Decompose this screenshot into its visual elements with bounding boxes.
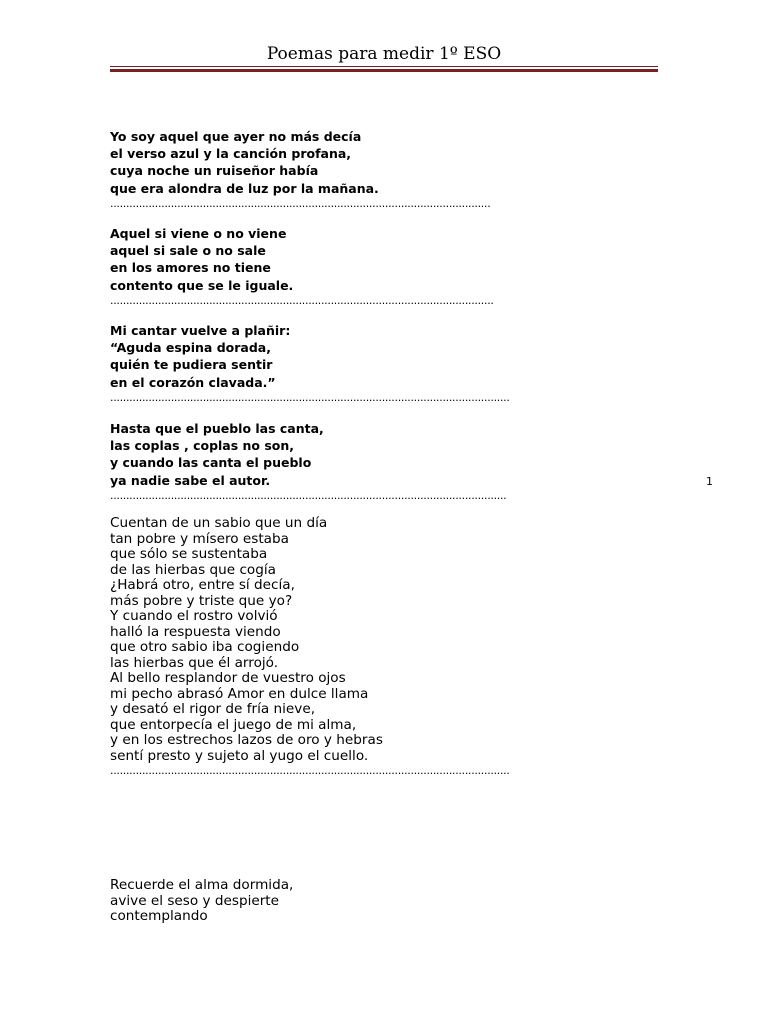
dotted-separator: ............................................................................................................................. (110, 390, 510, 404)
verse-line: que sólo se sustentaba (110, 546, 268, 562)
header-rule-thin (110, 66, 658, 67)
verse-line: y cuando las canta el pueblo (110, 455, 312, 471)
verse-line: tan pobre y mísero estaba (110, 530, 289, 547)
poem-stanza-1 (110, 128, 670, 211)
verse-line: en los amores no tiene (110, 260, 271, 276)
verse-line: sentí presto y sujeto al yugo el cuello. (110, 747, 369, 764)
verse-line: contemplando (110, 908, 208, 924)
header-rule-thick (110, 69, 658, 72)
verse-line: Mi cantar vuelve a plañir: (110, 323, 291, 338)
poem-stanza-3 (110, 322, 670, 405)
verse-line: Cuentan de un sabio que un día (110, 515, 328, 531)
verse-line: aquel si sale o no sale (110, 243, 266, 259)
poem-stanza-2 (110, 225, 670, 308)
verse-line: “Aguda espina dorada, (110, 340, 271, 356)
verse-line: Y cuando el rostro volvió (110, 608, 278, 624)
verse-line: Yo soy aquel que ayer no más decía (110, 129, 362, 144)
verse-line: y en los estrechos lazos de oro y hebras (110, 732, 383, 748)
verse-line: que entorpecía el juego de mi alma, (110, 716, 357, 733)
verse-line: cuya noche un ruiseñor había (110, 163, 319, 179)
verse-line: de las hierbas que cogía (110, 561, 276, 578)
dotted-separator: ........................................................................................................................ (110, 293, 494, 307)
verse-line: que era alondra de luz por la mañana. (110, 180, 379, 196)
dotted-separator: ............................................................................................................................. (110, 764, 510, 777)
verse-line: mi pecho abrasó Amor en dulce llama (110, 685, 369, 702)
verse-line: avive el seso y despierte (110, 892, 279, 909)
poem-stanza-5 (110, 516, 670, 778)
poem-stanza-6 (110, 878, 670, 925)
verse-line: quién te pudiera sentir (110, 357, 273, 373)
verse-line: más pobre y triste que yo? (110, 592, 293, 609)
verse-line: halló la respuesta viendo (110, 623, 281, 640)
poem-stanza-4 (110, 420, 670, 503)
verse-line: que otro sabio iba cogiendo (110, 639, 300, 655)
verse-line: contento que se le iguale. (110, 277, 294, 293)
dotted-separator: ............................................................................................................................ (110, 488, 507, 502)
verse-line: Al bello resplandor de vuestro ojos (110, 670, 346, 686)
page-number: 1 (706, 475, 713, 488)
verse-line: las coplas , coplas no son, (110, 438, 295, 454)
dotted-separator: ....................................................................................................................... (110, 196, 491, 210)
verse-line: Aquel si viene o no viene (110, 226, 287, 241)
verse-line: Hasta que el pueblo las canta, (110, 421, 324, 436)
verse-line: las hierbas que él arrojó. (110, 654, 279, 671)
page-header-title: Poemas para medir 1º ESO (266, 44, 502, 64)
verse-line: y desató el rigor de fría nieve, (110, 701, 316, 717)
verse-line: el verso azul y la canción profana, (110, 146, 352, 162)
verse-line: ¿Habrá otro, entre sí decía, (110, 577, 295, 593)
verse-line: Recuerde el alma dormida, (110, 877, 294, 893)
verse-line: en el corazón clavada.” (110, 374, 276, 390)
verse-line: ya nadie sabe el autor. (110, 472, 271, 488)
